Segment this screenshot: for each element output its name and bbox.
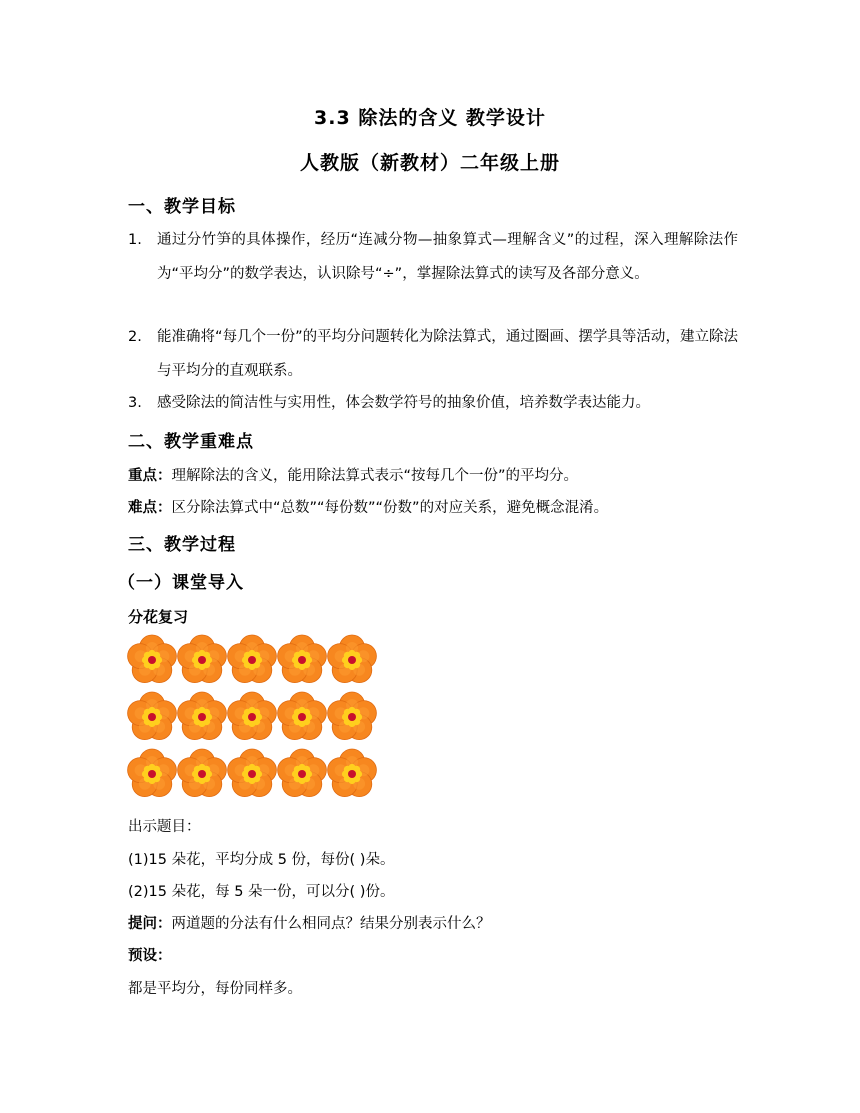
flower-icon xyxy=(176,691,228,743)
document-subtitle: 人教版（新教材）二年级上册 xyxy=(299,152,560,174)
flower-icon xyxy=(126,691,178,743)
section-heading-objectives: 一、教学目标 xyxy=(128,197,236,217)
flower-icon xyxy=(226,691,278,743)
list-item-number: 3. xyxy=(128,395,142,411)
preset-answer: 都是平均分，每份同样多。 xyxy=(128,981,302,997)
ask-text: 两道题的分法有什么相同点？结果分别表示什么？ xyxy=(171,916,491,932)
flower-icon xyxy=(326,691,378,743)
question-1: (1)15 朵花，平均分成 5 份，每份( )朵。 xyxy=(128,852,395,868)
ask-label: 提问： xyxy=(128,916,172,932)
list-item-number: 1. xyxy=(128,232,142,248)
sub-heading-intro: （一）课堂导入 xyxy=(118,573,244,593)
flower-icon xyxy=(226,634,278,686)
show-question-label: 出示题目： xyxy=(128,819,201,835)
flower-icon xyxy=(326,748,378,800)
flower-icon xyxy=(276,748,328,800)
flower-icon xyxy=(176,748,228,800)
list-item xyxy=(128,320,738,388)
activity-title: 分花复习 xyxy=(128,608,189,626)
list-item-text: 通过分竹笋的具体操作，经历“连减分物—抽象算式—理解含义”的过程，深入理解除法作为“平均分”的数学表达，认识除号“÷”，掌握除法算式的读写及各部分意义。 xyxy=(157,232,738,282)
flower-grid-image xyxy=(126,634,382,804)
question-2: (2)15 朵花，每 5 朵一份，可以分( )份。 xyxy=(128,884,395,900)
section-heading-process: 三、教学过程 xyxy=(128,535,236,555)
flower-icon xyxy=(126,634,178,686)
difficulty-label: 难点： xyxy=(128,500,172,516)
flower-icon xyxy=(276,691,328,743)
flower-icon xyxy=(276,634,328,686)
preset-label: 预设： xyxy=(128,948,172,964)
flower-icon xyxy=(226,748,278,800)
section-heading-key-points: 二、教学重难点 xyxy=(128,432,254,452)
list-item-number: 2. xyxy=(128,329,142,345)
list-item-text: 能准确将“每几个一份”的平均分问题转化为除法算式，通过圈画、摆学具等活动，建立除法与平均分的直观联系。 xyxy=(157,329,738,379)
key-point-label: 重点： xyxy=(128,468,172,484)
flower-icon xyxy=(176,634,228,686)
ask-line xyxy=(128,912,748,933)
list-item xyxy=(128,386,738,420)
flower-icon xyxy=(126,748,178,800)
difficulty-text: 区分除法算式中“总数”“每份数”“份数”的对应关系，避免概念混淆。 xyxy=(171,500,609,516)
key-point-line xyxy=(128,464,748,485)
key-point-text: 理解除法的含义，能用除法算式表示“按每几个一份”的平均分。 xyxy=(171,468,579,484)
list-item-text: 感受除法的简洁性与实用性，体会数学符号的抽象价值，培养数学表达能力。 xyxy=(157,395,650,411)
document-title: 3.3 除法的含义 教学设计 xyxy=(314,107,546,129)
list-item xyxy=(128,223,738,291)
flower-icon xyxy=(326,634,378,686)
difficulty-line xyxy=(128,496,748,517)
